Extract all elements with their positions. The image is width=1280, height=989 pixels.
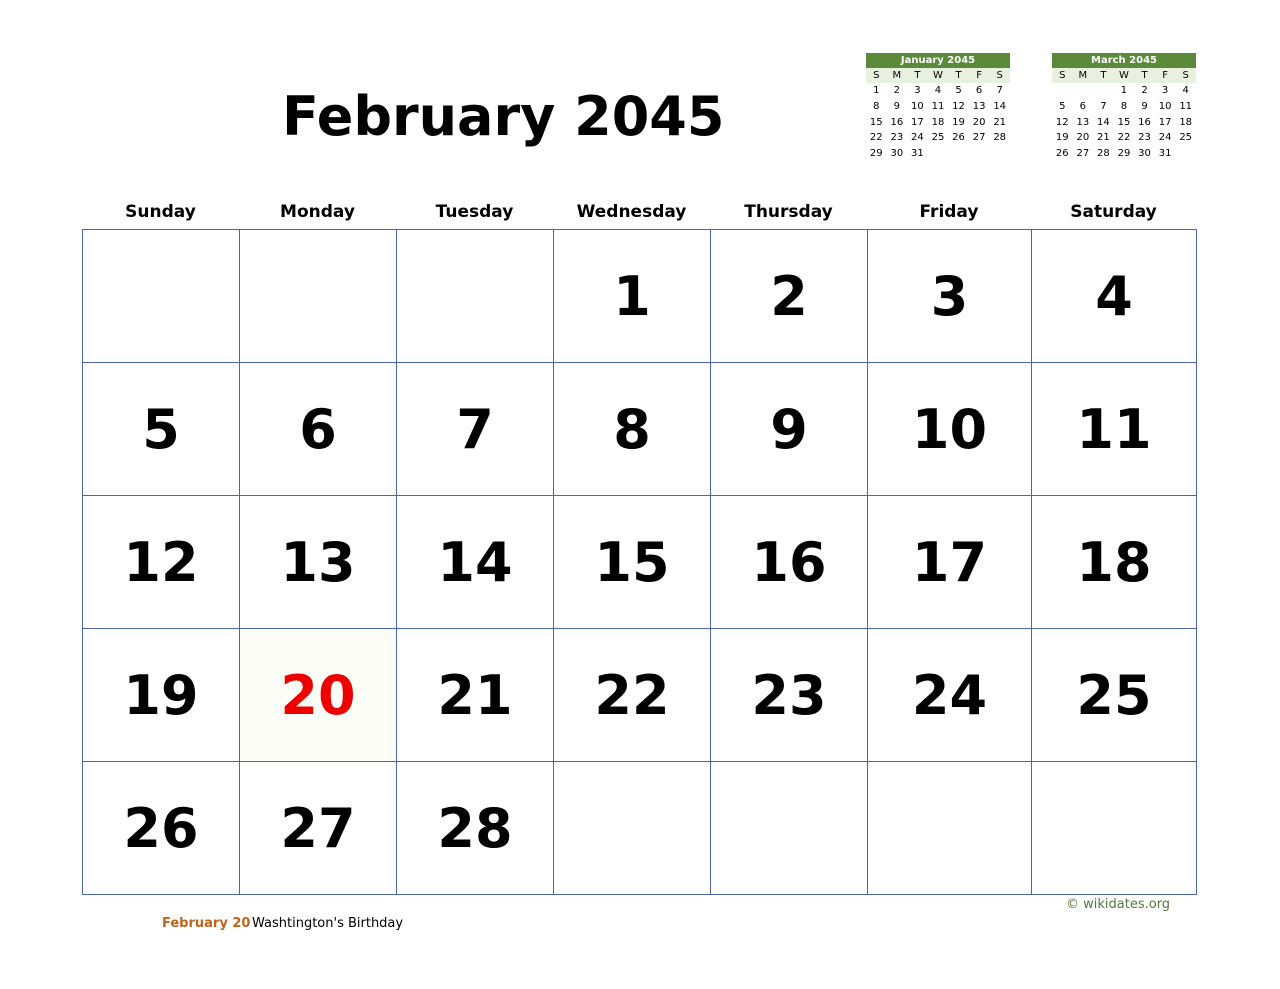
mini-day: 1 xyxy=(1120,85,1128,97)
mini-day: 24 xyxy=(911,132,924,144)
day-cell: 10 xyxy=(868,363,1032,496)
day-cell xyxy=(240,230,397,363)
mini-day xyxy=(989,146,1010,162)
day-cell: 28 xyxy=(397,762,554,895)
day-cell xyxy=(1032,762,1197,895)
day-cell: 13 xyxy=(240,496,397,629)
day-cell: 19 xyxy=(83,629,240,762)
day-cell: 21 xyxy=(397,629,554,762)
day-cell: 11 xyxy=(1032,363,1197,496)
mini-day xyxy=(1175,146,1196,162)
day-cell: 23 xyxy=(711,629,868,762)
mini-day: 20 xyxy=(1076,132,1090,144)
mini-calendar-title: January 2045 xyxy=(866,53,1010,68)
day-cell: 27 xyxy=(240,762,397,895)
mini-calendar-title: March 2045 xyxy=(1052,53,1196,68)
week-row xyxy=(83,230,1197,363)
mini-day: 17 xyxy=(911,116,924,128)
mini-day: 31 xyxy=(1158,148,1172,160)
mini-day: 16 xyxy=(1138,116,1151,128)
mini-day: 12 xyxy=(952,101,965,113)
weekday-header-sunday: Sunday xyxy=(125,202,196,222)
mini-day: 13 xyxy=(972,101,986,113)
mini-day: 22 xyxy=(869,132,883,144)
mini-day xyxy=(1052,83,1073,99)
mini-day: 16 xyxy=(890,116,904,128)
mini-day: 6 xyxy=(975,85,983,97)
weekday-header-thursday: Thursday xyxy=(744,202,833,222)
mini-day: 25 xyxy=(1179,132,1193,144)
mini-day: 21 xyxy=(1097,132,1110,144)
day-cell: 6 xyxy=(240,363,397,496)
mini-day: 7 xyxy=(996,85,1003,97)
mini-day: 31 xyxy=(911,148,924,160)
mini-day: 27 xyxy=(972,132,986,144)
mini-day: 17 xyxy=(1158,116,1172,128)
mini-day: 2 xyxy=(1141,85,1148,97)
mini-day: 10 xyxy=(911,101,924,113)
mini-day: 19 xyxy=(1055,132,1069,144)
mini-day-header: T xyxy=(948,68,969,83)
mini-day xyxy=(1073,83,1094,99)
holiday-note-date: February 20 xyxy=(162,916,251,931)
mini-day-header: S xyxy=(1175,68,1196,83)
mini-day: 2 xyxy=(893,85,901,97)
mini-day: 19 xyxy=(952,116,965,128)
mini-day: 14 xyxy=(993,101,1007,113)
day-cell: 25 xyxy=(1032,629,1197,762)
mini-day: 30 xyxy=(1138,148,1151,160)
mini-day-header: S xyxy=(1052,68,1073,83)
day-cell: 26 xyxy=(83,762,240,895)
weekday-header-saturday: Saturday xyxy=(1070,202,1157,222)
week-row xyxy=(83,496,1197,629)
holiday-note-name: Washtington's Birthday xyxy=(252,916,404,931)
mini-calendar-march xyxy=(1052,53,1196,161)
month-grid xyxy=(82,229,1197,895)
mini-day: 23 xyxy=(890,132,904,144)
mini-day: 18 xyxy=(1179,116,1193,128)
mini-day xyxy=(969,146,990,162)
mini-day: 20 xyxy=(972,116,986,128)
mini-day: 26 xyxy=(952,132,965,144)
mini-day-header: S xyxy=(989,68,1010,83)
day-cell: 5 xyxy=(83,363,240,496)
mini-day: 1 xyxy=(873,85,880,97)
mini-day-header: F xyxy=(1155,68,1176,83)
mini-day: 28 xyxy=(1097,148,1110,160)
day-cell: 22 xyxy=(554,629,711,762)
mini-day: 9 xyxy=(893,101,901,113)
day-cell xyxy=(83,230,240,363)
day-cell: 7 xyxy=(397,363,554,496)
day-cell: 24 xyxy=(868,629,1032,762)
mini-day: 5 xyxy=(955,85,962,97)
weekday-header-tuesday: Tuesday xyxy=(435,202,514,222)
mini-day: 8 xyxy=(1120,101,1128,113)
mini-day-header: W xyxy=(1114,68,1135,83)
week-row xyxy=(83,363,1197,496)
day-cell xyxy=(868,762,1032,895)
week-row xyxy=(83,762,1197,895)
mini-day: 3 xyxy=(914,85,921,97)
mini-day xyxy=(948,146,969,162)
mini-day: 29 xyxy=(869,148,883,160)
mini-day: 11 xyxy=(931,101,945,113)
day-cell: 16 xyxy=(711,496,868,629)
mini-day: 9 xyxy=(1141,101,1148,113)
mini-day: 8 xyxy=(873,101,880,113)
mini-day xyxy=(1093,83,1114,99)
mini-day-header: T xyxy=(1093,68,1114,83)
mini-day: 29 xyxy=(1117,148,1131,160)
mini-day: 12 xyxy=(1055,116,1069,128)
day-cell xyxy=(397,230,554,363)
day-cell xyxy=(711,762,868,895)
day-cell: 4 xyxy=(1032,230,1197,363)
page-title: February 2045 xyxy=(282,85,725,148)
mini-day: 21 xyxy=(993,116,1007,128)
mini-day: 13 xyxy=(1076,116,1090,128)
mini-day-header: M xyxy=(1073,68,1094,83)
mini-day: 6 xyxy=(1079,101,1087,113)
day-cell: 12 xyxy=(83,496,240,629)
day-cell: 17 xyxy=(868,496,1032,629)
weekday-header-wednesday: Wednesday xyxy=(576,202,687,222)
mini-calendar-january xyxy=(866,53,1010,161)
mini-day-header: W xyxy=(928,68,949,83)
mini-day: 26 xyxy=(1055,148,1069,160)
day-cell: 15 xyxy=(554,496,711,629)
mini-day: 14 xyxy=(1097,116,1110,128)
mini-day: 23 xyxy=(1138,132,1151,144)
mini-day: 25 xyxy=(931,132,945,144)
day-cell xyxy=(554,762,711,895)
holiday-day-cell: 20 xyxy=(240,629,397,762)
mini-day: 4 xyxy=(1182,85,1189,97)
mini-day-header: M xyxy=(887,68,908,83)
site-credit[interactable]: © wikidates.org xyxy=(1066,897,1171,912)
day-cell: 18 xyxy=(1032,496,1197,629)
mini-day: 15 xyxy=(1117,116,1131,128)
mini-day-header: F xyxy=(969,68,990,83)
day-cell: 3 xyxy=(868,230,1032,363)
mini-day: 18 xyxy=(931,116,945,128)
day-cell: 14 xyxy=(397,496,554,629)
weekday-header-friday: Friday xyxy=(919,202,979,222)
week-row xyxy=(83,629,1197,762)
mini-day: 27 xyxy=(1076,148,1090,160)
mini-day-header: T xyxy=(1134,68,1155,83)
mini-day: 7 xyxy=(1100,101,1107,113)
mini-day xyxy=(928,146,949,162)
day-cell: 8 xyxy=(554,363,711,496)
mini-day: 5 xyxy=(1059,101,1066,113)
mini-day: 10 xyxy=(1158,101,1172,113)
mini-day-header: T xyxy=(907,68,928,83)
mini-day: 22 xyxy=(1117,132,1131,144)
mini-day: 24 xyxy=(1158,132,1172,144)
day-cell: 1 xyxy=(554,230,711,363)
mini-day: 30 xyxy=(890,148,904,160)
weekday-header-monday: Monday xyxy=(280,202,355,222)
mini-day-header: S xyxy=(866,68,887,83)
mini-day: 11 xyxy=(1179,101,1193,113)
mini-day: 3 xyxy=(1161,85,1169,97)
day-cell: 2 xyxy=(711,230,868,363)
mini-day: 28 xyxy=(993,132,1007,144)
mini-day: 15 xyxy=(869,116,883,128)
mini-day: 4 xyxy=(934,85,942,97)
day-cell: 9 xyxy=(711,363,868,496)
